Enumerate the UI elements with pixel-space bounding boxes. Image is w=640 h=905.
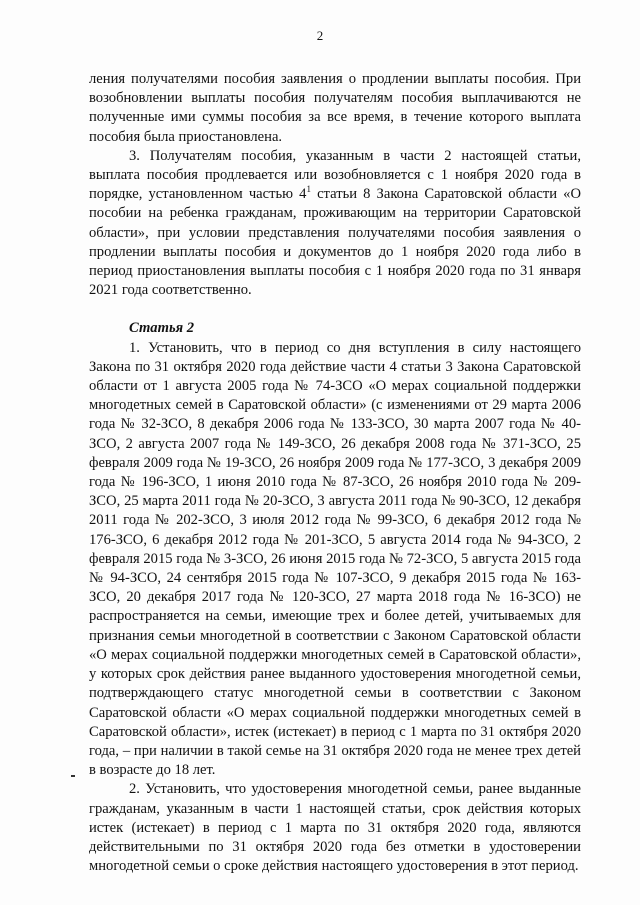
paragraph-article-2-part-1: 1. Установить, что в период со дня вступления в силу настоящего Закона по 31 октября 2020 года действие части 4 статьи 3 Закона Саратовской области от 1 августа 2005 года № 74-ЗСО «О мерах социальной поддержки многодетных семей в Саратовской области» (с изменениями от 29 марта 2006 года № 32-ЗСО, 8 декабря 2006 года № 133-ЗСО, 30 марта 2007 года № 40-ЗСО, 2 августа 2007 года № 149-ЗСО, 26 декабря 2008 года № 371-ЗСО, 25 февраля 2009 года № 19-ЗСО, 26 ноября 2009 года № 177-ЗСО, 3 декабря 2009 года № 196-ЗСО, 1 июня 2010 года № 87-ЗСО, 26 ноября 2010 года № 209-ЗСО, 25 марта 2011 года № 20-ЗСО, 3 августа 2011 года № 90-ЗСО, 12 декабря 2011 года № 202-ЗСО, 3 июля 2012 года № 99-ЗСО, 6 декабря 2012 года № 176-ЗСО, 6 декабря 2012 года № 201-ЗСО, 5 августа 2014 года № 94-ЗСО, 2 февраля 2015 года № 3-ЗСО, 26 июня 2015 года № 72-ЗСО, 5 августа 2015 года № 94-ЗСО, 24 сентября 2015 года № 107-ЗСО, 9 декабря 2015 года № 163-ЗСО, 20 декабря 2017 года № 120-ЗСО, 27 марта 2018 года № 16-ЗСО) не распространяется на семьи, имеющие трех и более детей, учитываемых для признания семьи многодетной в соответствии с Законом Саратовской области «О мерах социальной поддержки многодетных семей в Саратовской области», у которых срок действия ранее выданного удостоверения многодетной семьи, подтверждающего статус многодетной семьи в соответствии с Законом Саратовской области «О мерах социальной поддержки многодетных семей в Саратовской области», истек (истекает) в период с 1 марта по 31 октября 2020 года, – при наличии в такой семье на 31 октября 2020 года не менее трех детей в возрасте до 18 лет. [89, 339, 581, 779]
article-heading: Статья 2 [129, 320, 195, 337]
superscript-marker: 1 [306, 184, 311, 195]
document-body [89, 70, 581, 876]
paragraph-part-3-text-a: 3. Получателям пособия, указанным в части 2 настоящей статьи, выплата пособия продлевается или возобновляется с 1 ноября 2020 года в порядке, установленном частью 4 [89, 147, 581, 203]
paragraph-continuation: ления получателями пособия заявления о продлении выплаты пособия. При возобновлении выплаты пособия получателям пособия выплачиваются не полученные ими суммы пособия за все время, в течение которого выплата пособия была приостановлена. [89, 71, 581, 145]
paragraph-part-3-text-b: статьи 8 Закона Саратовской области «О пособии на ребенка гражданам, проживающим на территории Саратовской области», при условии представления получателями пособия заявления о продлении выплаты пособия и документов до 1 ноября 2020 года либо в период приостановления выплаты пособия с 1 ноября 2020 года по 31 января 2021 года соответственно. [89, 186, 581, 299]
page-number: 2 [316, 28, 324, 43]
margin-mark [71, 775, 75, 777]
paragraph-part-3 [89, 147, 581, 301]
paragraph-article-2-part-2: 2. Установить, что удостоверения многодетной семьи, ранее выданные гражданам, указанным в части 1 настоящей статьи, срок действия которых истек (истекает) в период с 1 марта по 31 октября 2020 года, являются действительными по 31 октября 2020 года без отметки в удостоверении многодетной семьи о сроке действия настоящего удостоверения в этот период. [89, 781, 581, 875]
